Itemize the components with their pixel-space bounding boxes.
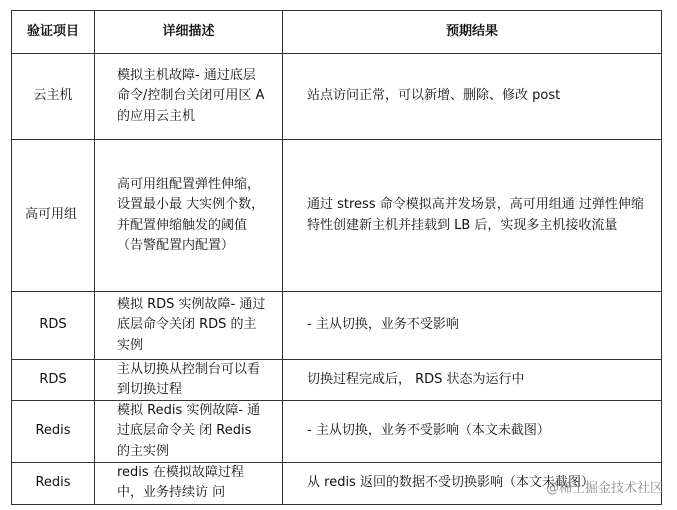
table-row xyxy=(12,292,662,360)
watermark-text: @稀土掘金技术社区 xyxy=(545,481,663,496)
cell-description: redis 在模拟故障过程中，业务持续访 问 xyxy=(95,462,283,504)
table-row xyxy=(12,54,662,140)
table-row xyxy=(12,360,662,401)
header-expected-result: 预期结果 xyxy=(283,11,662,54)
cell-description: 高可用组配置弹性伸缩，设置最小最 大实例个数，并配置伸缩触发的阈值（告警配置内配置） xyxy=(95,140,283,292)
cell-expected-result: 切换过程完成后， RDS 状态为运行中 xyxy=(283,360,662,401)
cell-item: RDS xyxy=(12,360,95,401)
cell-description: 模拟 Redis 实例故障- 通过底层命令关 闭 Redis 的主实例 xyxy=(95,401,283,462)
header-description: 详细描述 xyxy=(95,11,283,54)
cell-expected-result: 通过 stress 命令模拟高并发场景，高可用组通 过弹性伸缩特性创建新主机并挂载到 LB 后，实现多主机接收流量 xyxy=(283,140,662,292)
cell-description: 主从切换从控制台可以看到切换过程 xyxy=(95,360,283,401)
cell-expected-result: 站点访问正常，可以新增、删除、修改 post xyxy=(283,54,662,140)
verification-table xyxy=(11,10,662,505)
cell-expected-result: - 主从切换，业务不受影响（本文未截图） xyxy=(283,401,662,462)
table-row xyxy=(12,140,662,292)
cell-item: 云主机 xyxy=(12,54,95,140)
cell-item: Redis xyxy=(12,401,95,462)
cell-item: Redis xyxy=(12,462,95,504)
cell-expected-result: 从 redis 返回的数据不受切换影响（本文未截图） xyxy=(283,462,662,504)
table-header-row xyxy=(12,11,662,54)
header-item: 验证项目 xyxy=(12,11,95,54)
cell-expected-result: - 主从切换，业务不受影响 xyxy=(283,292,662,360)
table-row xyxy=(12,401,662,462)
cell-description: 模拟主机故障- 通过底层命令/控制台关闭可用区 A 的应用云主机 xyxy=(95,54,283,140)
cell-item: RDS xyxy=(12,292,95,360)
cell-item: 高可用组 xyxy=(12,140,95,292)
cell-description: 模拟 RDS 实例故障- 通过底层命令关闭 RDS 的主实例 xyxy=(95,292,283,360)
